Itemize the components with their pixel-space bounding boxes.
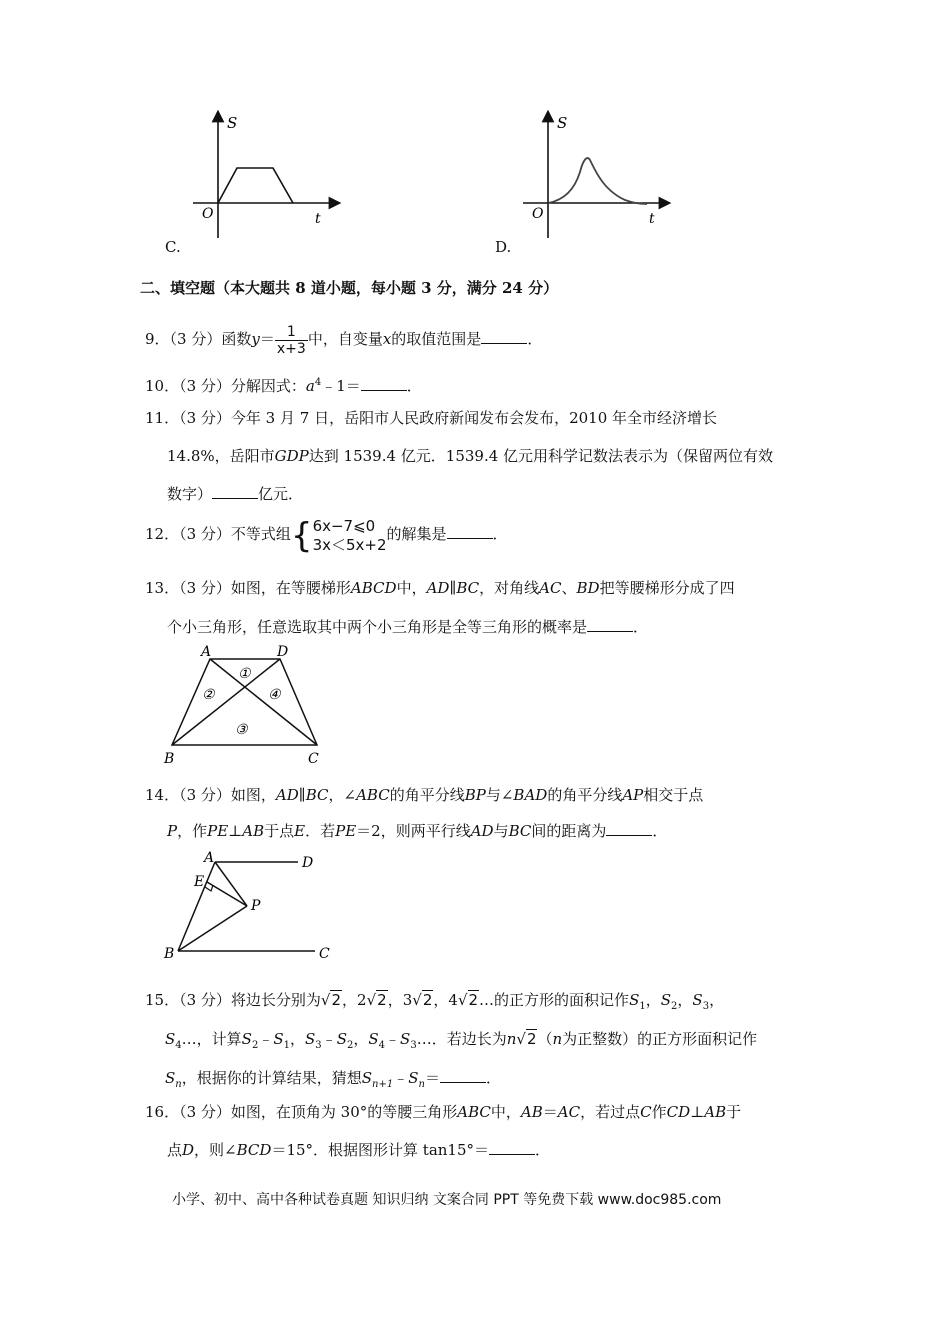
figure-parallel-lines bbox=[160, 848, 340, 966]
answer-blank bbox=[447, 524, 493, 539]
label-a: A bbox=[204, 850, 215, 866]
label-b: B bbox=[164, 751, 175, 767]
question-11-line2: 14.8%，岳阳市GDP达到 1539.4 亿元．1539.4 亿元用科学记数法表示为（保留两位有效 bbox=[167, 447, 774, 465]
figure-trapezoid bbox=[160, 642, 330, 770]
answer-blank bbox=[440, 1068, 486, 1083]
question-11-line3: 数字） 亿元． bbox=[167, 485, 304, 503]
line-bp bbox=[178, 906, 247, 951]
graph-d-origin: O bbox=[532, 206, 544, 222]
fraction: $\frac{1}{x+3}$ bbox=[276, 323, 306, 357]
section-heading: 二、填空题（本大题共 8 道小题，每小题 3 分，满分 24 分） bbox=[140, 279, 559, 297]
option-c-label: C. bbox=[165, 238, 181, 256]
question-16-line2: 点D，则∠BCD＝15°．根据图形计算 tan15°＝ ． bbox=[167, 1141, 551, 1159]
right-angle-mark bbox=[205, 885, 213, 891]
graph-d-curve bbox=[548, 158, 647, 204]
label-e: E bbox=[194, 874, 205, 890]
graph-d-y-label: S bbox=[557, 114, 568, 132]
region-3: ③ bbox=[235, 722, 248, 738]
graph-c-y-label: S bbox=[227, 114, 238, 132]
graph-c-x-label: t bbox=[315, 211, 321, 227]
region-2: ② bbox=[202, 687, 215, 703]
question-10: 10．（3 分）分解因式：$a^4﹣1=$ ． bbox=[145, 377, 422, 395]
label-d: D bbox=[277, 644, 289, 660]
label-d: D bbox=[302, 855, 314, 871]
answer-blank bbox=[481, 329, 527, 344]
label-b: B bbox=[164, 946, 175, 962]
answer-blank bbox=[606, 821, 652, 836]
page-footer: 小学、初中、高中各种试卷真题 知识归纳 文案合同 PPT 等免费下载 www.doc985.com bbox=[172, 1192, 722, 1208]
answer-blank bbox=[361, 376, 407, 391]
region-4: ④ bbox=[268, 687, 281, 703]
question-9: 9．（3 分）函数y＝ $\frac{1}{x+3}$ 中，自变量x的取值范围是 ． bbox=[145, 323, 543, 357]
line-ap bbox=[215, 862, 247, 906]
question-15: 15．（3 分）将边长分别为√2，2√2，3√2，4√2…的正方形的面积记作$S_1$，$S_2$，$S_3$， bbox=[145, 991, 725, 1012]
label-c: C bbox=[319, 946, 330, 962]
answer-blank bbox=[587, 617, 633, 632]
question-14: 14．（3 分）如图，AD∥BC，∠ABC的角平分线BP与∠BAD的角平分线AP相交于点 bbox=[145, 786, 704, 804]
label-c: C bbox=[308, 751, 319, 767]
label-p: P bbox=[251, 898, 261, 914]
question-15-line2: $S_4\dots$，计算$S_2﹣S_1$，$S_3﹣S_2$，$S_4﹣S_3\dots$．若边长为n√2（n为正整数）的正方形面积记作 bbox=[165, 1030, 758, 1051]
question-13-line2: 个小三角形，任意选取其中两个小三角形是全等三角形的概率是 ． bbox=[167, 618, 649, 636]
graph-c-curve bbox=[218, 168, 293, 203]
region-1: ① bbox=[238, 666, 251, 682]
question-14-line2: P，作PE⊥AB于点E．若PE＝2，则两平行线AD与BC间的距离为 ． bbox=[167, 822, 668, 840]
graph-d bbox=[515, 110, 675, 240]
label-a: A bbox=[201, 644, 212, 660]
question-16: 16．（3 分）如图，在顶角为 30°的等腰三角形ABC中，AB＝AC，若过点C作CD⊥AB于 bbox=[145, 1103, 742, 1121]
sqrt-2: √2 bbox=[320, 991, 342, 1009]
answer-blank bbox=[489, 1140, 535, 1155]
question-15-line3: $S_n$，根据你的计算结果，猜想$S_{n+1}﹣S_n=$ ． bbox=[165, 1069, 501, 1090]
question-13: 13．（3 分）如图，在等腰梯形ABCD中，AD∥BC，对角线AC、BD把等腰梯形分成了四 bbox=[145, 579, 735, 597]
question-11: 11．（3 分）今年 3 月 7 日，岳阳市人民政府新闻发布会发布，2010 年全市经济增长 bbox=[145, 409, 718, 427]
graph-c-origin: O bbox=[202, 206, 214, 222]
answer-blank bbox=[212, 484, 258, 499]
inequality-system: { 6x−7⩽0 3x＜5x+2 bbox=[290, 516, 387, 556]
question-12: 12．（3 分）不等式组{ 6x−7⩽0 3x＜5x+2 的解集是 ． bbox=[145, 512, 508, 557]
graph-c bbox=[185, 110, 345, 240]
option-d-label: D. bbox=[495, 238, 512, 256]
graph-d-x-label: t bbox=[649, 211, 655, 227]
